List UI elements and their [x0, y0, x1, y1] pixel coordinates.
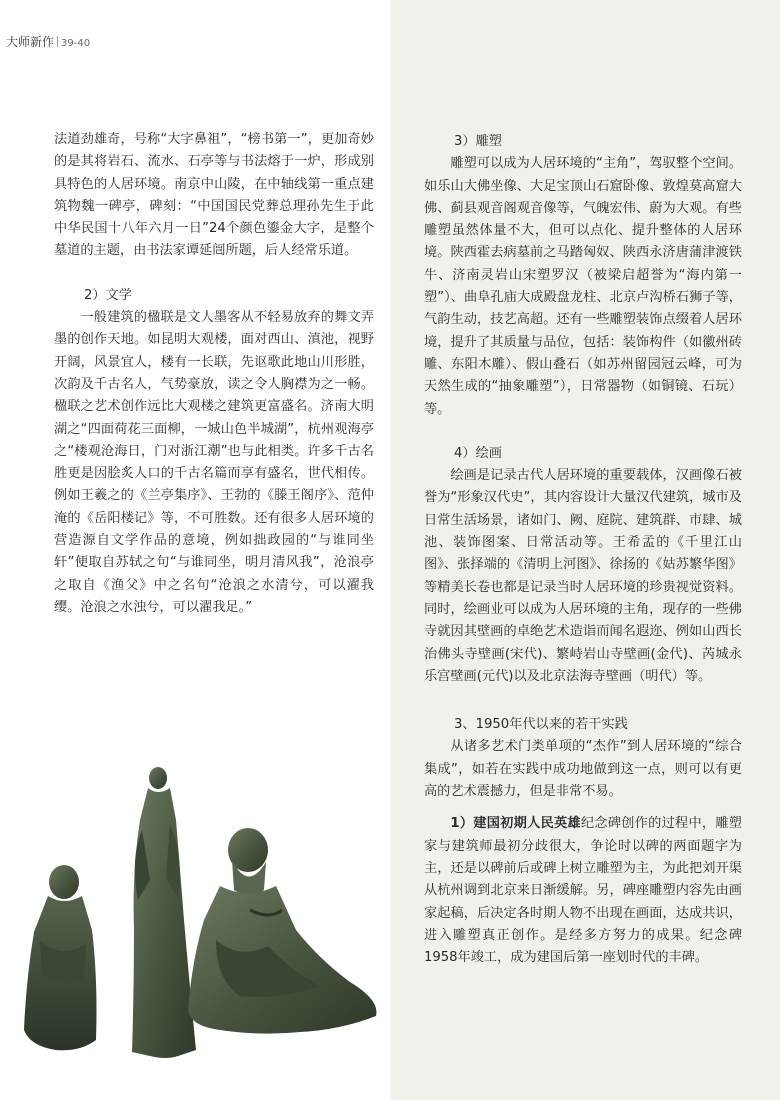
heading-sculpture: 3）雕塑	[454, 134, 502, 149]
kneeling-figure	[24, 865, 97, 1050]
seated-figure	[188, 828, 376, 1034]
running-head-divider	[57, 36, 58, 47]
paragraph-sculpture: 雕塑可以成为人居环境的“主角”，驾驭整个空间。如乐山大佛坐像、大足宝顶山石窟卧像、敦煌莫高窟大佛、蓟县观音阁观音像等，气魄宏伟、蔚为大观。有些雕塑虽然体量不大，但可以点化、提升整体的人居环境。陕西霍去病墓前之马踏匈奴、陕西永济唐蒲津渡铁牛、济南灵岩山宋塑罗汉（被梁启超誉为“海内第一塑”）、曲阜孔庙大成殿盘龙柱、北京卢沟桥石狮子等，气韵生动，技艺高超。还有一些雕塑装饰点缀着人居环境，提升了其质量与品位，包括：装饰构件（如徽州砖雕、东阳木雕）、假山叠石（如苏州留园冠云峰，可为天然生成的“抽象雕塑”），日常器物（如铜镜、石玩）等。	[424, 156, 742, 417]
monument-lead-bold: 1）建国初期人民英雄	[450, 816, 581, 832]
left-text-column	[54, 129, 374, 619]
paragraph-calligraphy-continued: 法道劲雄奇，号称“大字鼻祖”，“榜书第一”，更加奇妙的是其将岩石、流水、石亭等与书法熔于一炉，形成别具特色的人居环境。南京中山陵，在中轴线第一重点建筑物魏一碑亭，碑刻：“中国国民党葬总理孙先生于此中华民国十八年六月一日”24个颜色鎏金大字，是整个墓道的主题，由书法家谭延闿所题，后人经常乐道。	[54, 132, 374, 259]
running-head	[6, 33, 90, 50]
heading-literature: 2）文学	[84, 287, 132, 303]
right-text-column	[424, 131, 742, 969]
running-head-pages: 39-40	[61, 38, 91, 49]
heading-practice-since-1950s: 3、1950年代以来的若干实践	[454, 717, 628, 733]
monument-rest: 纪念碑创作的过程中，雕塑家与建筑师最初分歧很大，争论时以碑的两面题字为主，还是以碑前后或碑上树立雕塑为主，为此把刘开渠从杭州调到北京来日渐缓解。另，碑座雕塑内容先由画家起稿，后决定各时期人物不出现在画面，达成共识，进入雕塑真正创作。是经多方努力的成果。纪念碑1958年竣工，成为建国后第一座划时代的丰碑。	[424, 816, 742, 966]
heading-painting: 4）绘画	[454, 445, 502, 461]
bronze-sculpture-photo	[20, 760, 380, 1100]
paragraph-monument	[424, 813, 742, 969]
running-head-section: 大师新作	[6, 35, 55, 49]
standing-figure	[132, 767, 196, 1058]
paragraph-painting: 绘画是记录古代人居环境的重要载体，汉画像石被誉为“形象汉代史”，其内容设计大量汉代建筑，城市及日常生活场景，诸如门、阙、庭院、建筑群、市肆、城池、装饰图案、日常活动等。王希孟的《千里江山图》、张择端的《清明上河图》、徐扬的《姑苏繁华图》等精美长卷也都是记录当时人居环境的珍贵视觉资料。同时，绘画业可以成为人居环境的主角，现存的一些佛寺就因其壁画的卓绝艺术造诣而闻名遐迩、例如山西长治佛头寺壁画(宋代)、繁峙岩山寺壁画(金代)、芮城永乐宫壁画(元代)以及北京法海寺壁画（明代）等。	[424, 468, 742, 684]
paragraph-practice-intro: 从诸多艺术门类单项的“杰作”到人居环境的“综合集成”，如若在实践中成功地做到这一点，则可以有更高的艺术震撼力，但是非常不易。	[424, 739, 742, 800]
paragraph-literature: 一般建筑的楹联是文人墨客从不轻易放弃的舞文弄墨的创作天地。如昆明大观楼，面对西山、滇池，视野开阔，风景宜人，楼有一长联，先讴歌此地山川形胜，次韵及千古名人，气势豪放，读之令人胸襟为之一畅。楹联之艺术创作远比大观楼之建筑更富盛名。济南大明湖之“四面荷花三面柳，一城山色半城湖”，杭州观海亭之“楼观沧海日，门对浙江潮”也与此相类。许多千古名胜更是因脍炙人口的千古名篇而享有盛名，世代相传。例如王羲之的《兰亭集序》、王勃的《滕王阁序》、范仲淹的《岳阳楼记》等，不可胜数。还有很多人居环境的营造源自文学作品的意境，例如拙政园的“与谁同坐轩”便取自苏轼之句“与谁同坐，明月清风我”，沧浪亭之取自《渔父》中之名句“沧浪之水清兮，可以濯我缨。沧浪之水浊兮，可以濯我足。”	[54, 310, 374, 615]
